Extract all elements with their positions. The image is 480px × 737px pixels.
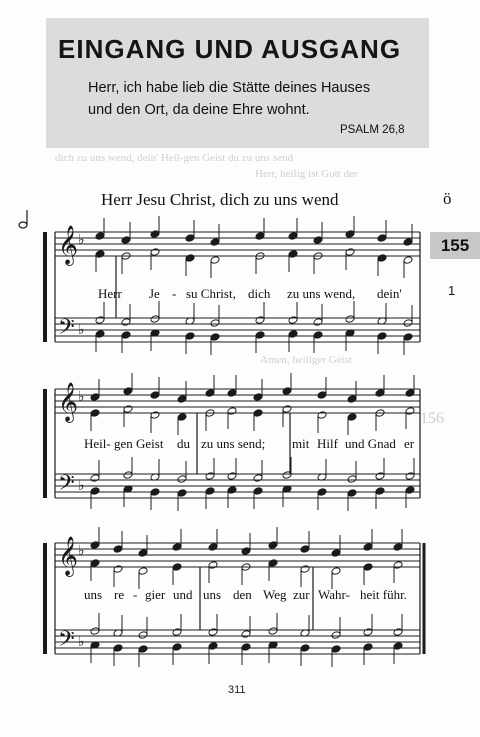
notehead bbox=[150, 411, 160, 420]
notehead bbox=[393, 628, 403, 637]
notehead bbox=[138, 645, 148, 654]
page-number: 311 bbox=[228, 684, 246, 696]
notehead bbox=[363, 643, 373, 652]
notehead bbox=[150, 391, 160, 400]
notehead bbox=[95, 232, 105, 241]
notehead bbox=[208, 543, 218, 552]
notehead bbox=[90, 627, 100, 636]
lyric-syllable: und Gnad bbox=[345, 436, 396, 451]
notehead bbox=[313, 236, 323, 245]
notehead bbox=[123, 471, 133, 480]
notehead bbox=[138, 631, 148, 640]
notehead bbox=[268, 559, 278, 568]
lyric-syllable: du bbox=[177, 436, 190, 451]
svg-text:♭: ♭ bbox=[78, 322, 85, 338]
notehead bbox=[331, 549, 341, 558]
notehead bbox=[205, 472, 215, 481]
notehead bbox=[268, 541, 278, 550]
notehead bbox=[113, 565, 123, 574]
hymn-number-tab: 155 bbox=[430, 232, 480, 259]
notehead bbox=[282, 471, 292, 480]
notehead bbox=[172, 643, 182, 652]
notehead bbox=[253, 393, 263, 402]
notehead bbox=[377, 332, 387, 341]
notehead bbox=[208, 561, 218, 570]
notehead bbox=[121, 318, 131, 327]
lyric-syllable: dein' bbox=[377, 286, 402, 301]
notehead bbox=[227, 472, 237, 481]
lyric-syllable: Weg bbox=[263, 587, 287, 602]
svg-text:♭: ♭ bbox=[78, 232, 85, 248]
notehead bbox=[205, 487, 215, 496]
psalm-reference: PSALM 26,8 bbox=[340, 124, 405, 136]
lyric-syllable: Hilf bbox=[317, 436, 338, 451]
notehead bbox=[90, 409, 100, 418]
notehead bbox=[317, 391, 327, 400]
hymn-title: Herr Jesu Christ, dich zu uns wend bbox=[101, 190, 339, 209]
lyric-syllable: mit bbox=[292, 436, 310, 451]
notehead bbox=[241, 547, 251, 556]
lyric-syllable: zu uns send; bbox=[201, 436, 266, 451]
notehead bbox=[241, 630, 251, 639]
notehead bbox=[282, 387, 292, 396]
lyric-syllable: Wahr- bbox=[318, 587, 350, 602]
svg-text:♭: ♭ bbox=[78, 634, 85, 650]
notehead bbox=[150, 230, 160, 239]
notehead bbox=[253, 409, 263, 418]
notehead bbox=[347, 475, 357, 484]
notehead bbox=[347, 395, 357, 404]
lyric-syllable: und bbox=[173, 587, 193, 602]
notehead bbox=[403, 333, 413, 342]
notehead bbox=[227, 486, 237, 495]
notehead bbox=[150, 488, 160, 497]
notehead bbox=[393, 543, 403, 552]
lyric-syllable: - bbox=[172, 286, 177, 301]
notehead bbox=[300, 565, 310, 574]
lyric-syllable: uns bbox=[203, 587, 222, 602]
notehead bbox=[185, 234, 195, 243]
notehead bbox=[241, 643, 251, 652]
notehead bbox=[138, 567, 148, 576]
bleed-through-text: Herr, heilig ist Gott der bbox=[255, 168, 358, 180]
notehead bbox=[403, 319, 413, 328]
notehead bbox=[405, 486, 415, 495]
notehead bbox=[331, 567, 341, 576]
notehead bbox=[288, 316, 298, 325]
notehead bbox=[403, 256, 413, 265]
lyric-syllable: su Christ, bbox=[186, 286, 236, 301]
notehead bbox=[90, 393, 100, 402]
notehead bbox=[300, 545, 310, 554]
notehead bbox=[172, 628, 182, 637]
notehead bbox=[313, 318, 323, 327]
svg-text:𝄞: 𝄞 bbox=[58, 225, 79, 265]
notehead bbox=[377, 254, 387, 263]
notehead bbox=[288, 250, 298, 259]
svg-text:♭: ♭ bbox=[78, 478, 85, 494]
notehead bbox=[210, 256, 220, 265]
notehead bbox=[205, 389, 215, 398]
notehead bbox=[375, 389, 385, 398]
lyric-syllable: er bbox=[404, 436, 415, 451]
variant-mark: ö bbox=[443, 189, 452, 208]
notehead bbox=[268, 627, 278, 636]
notehead bbox=[405, 472, 415, 481]
svg-text:♭: ♭ bbox=[78, 543, 85, 559]
svg-text:𝄞: 𝄞 bbox=[58, 536, 79, 576]
notehead bbox=[347, 413, 357, 422]
notehead bbox=[227, 407, 237, 416]
notehead bbox=[331, 631, 341, 640]
notehead bbox=[405, 389, 415, 398]
notehead bbox=[363, 563, 373, 572]
notehead bbox=[393, 561, 403, 570]
bleed-through-text: Amen, heiliger Geist bbox=[260, 354, 352, 366]
notehead bbox=[177, 395, 187, 404]
bleed-through-text: dich zu uns wend, dein' Heil-gen Geist du zu uns send bbox=[55, 152, 294, 164]
notehead bbox=[227, 389, 237, 398]
notehead bbox=[172, 543, 182, 552]
notehead bbox=[347, 489, 357, 498]
lyric-syllable: - bbox=[133, 587, 138, 602]
notehead bbox=[90, 474, 100, 483]
notehead bbox=[123, 405, 133, 414]
notehead bbox=[90, 487, 100, 496]
svg-text:𝄞: 𝄞 bbox=[58, 382, 79, 422]
lyric-syllable: uns bbox=[84, 587, 103, 602]
notehead bbox=[255, 232, 265, 241]
notehead bbox=[90, 559, 100, 568]
notehead bbox=[177, 489, 187, 498]
notehead bbox=[121, 331, 131, 340]
svg-text:𝄢: 𝄢 bbox=[58, 627, 75, 657]
lyric-syllable: Je bbox=[149, 286, 160, 301]
lyric-syllable: dich bbox=[248, 286, 271, 301]
verse-number: 1 bbox=[448, 283, 456, 298]
header-verse-line-2: und den Ort, da deine Ehre wohnt. bbox=[88, 102, 310, 118]
lyric-syllable: re bbox=[114, 587, 125, 602]
header-verse-line-1: Herr, ich habe lieb die Stätte deines Hauses bbox=[88, 80, 371, 96]
notehead bbox=[208, 642, 218, 651]
notehead bbox=[255, 331, 265, 340]
notehead bbox=[393, 642, 403, 651]
notehead bbox=[375, 487, 385, 496]
svg-text:𝄢: 𝄢 bbox=[58, 471, 75, 501]
notehead bbox=[95, 316, 105, 325]
notehead bbox=[210, 238, 220, 247]
notehead bbox=[317, 411, 327, 420]
notehead bbox=[177, 413, 187, 422]
notehead bbox=[288, 232, 298, 241]
notehead bbox=[210, 333, 220, 342]
notehead bbox=[150, 315, 160, 324]
notehead bbox=[403, 238, 413, 247]
notehead bbox=[113, 545, 123, 554]
notehead bbox=[331, 645, 341, 654]
notehead bbox=[363, 628, 373, 637]
notehead bbox=[95, 250, 105, 259]
notehead bbox=[121, 236, 131, 245]
notehead bbox=[375, 472, 385, 481]
lyric-syllable: den bbox=[233, 587, 252, 602]
lyric-syllable: zu uns wend, bbox=[287, 286, 356, 301]
notehead bbox=[150, 248, 160, 257]
notehead bbox=[185, 254, 195, 263]
notehead bbox=[177, 475, 187, 484]
notehead bbox=[282, 405, 292, 414]
notehead bbox=[377, 234, 387, 243]
notehead bbox=[345, 315, 355, 324]
notehead bbox=[313, 331, 323, 340]
notehead bbox=[123, 387, 133, 396]
notehead bbox=[345, 230, 355, 239]
lyric-syllable: Herr bbox=[98, 286, 122, 301]
notehead bbox=[95, 330, 105, 339]
notehead bbox=[185, 332, 195, 341]
notehead bbox=[210, 319, 220, 328]
section-title: EINGANG UND AUSGANG bbox=[58, 34, 402, 64]
notehead bbox=[300, 644, 310, 653]
notehead bbox=[113, 644, 123, 653]
notehead bbox=[317, 488, 327, 497]
lyric-syllable: heit führ. bbox=[360, 587, 407, 602]
bleed-through-text: 156 bbox=[420, 410, 444, 427]
notehead bbox=[172, 563, 182, 572]
notehead bbox=[288, 330, 298, 339]
svg-text:𝄢: 𝄢 bbox=[58, 315, 75, 345]
notehead bbox=[253, 474, 263, 483]
lyric-syllable: Heil- bbox=[84, 436, 111, 451]
notehead bbox=[138, 549, 148, 558]
notehead bbox=[363, 543, 373, 552]
notehead bbox=[255, 316, 265, 325]
svg-text:♭: ♭ bbox=[78, 389, 85, 405]
notehead bbox=[253, 487, 263, 496]
notehead bbox=[345, 248, 355, 257]
lyric-syllable: gier bbox=[145, 587, 166, 602]
lyric-syllable: gen Geist bbox=[114, 436, 164, 451]
notehead bbox=[405, 407, 415, 416]
notehead bbox=[208, 628, 218, 637]
notehead bbox=[90, 541, 100, 550]
lyric-syllable: zur bbox=[293, 587, 310, 602]
